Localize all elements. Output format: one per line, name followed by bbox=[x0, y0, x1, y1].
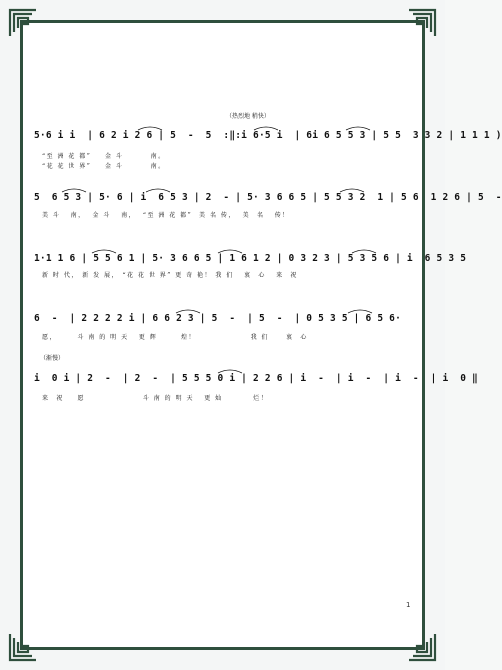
notation-line-2: 5 6 5 3 | 5· 6 | i 6 5 3 | 2 - | 5· 3 6 6 5 | 5 5 3 2 1 | 5 6 1 2 6 | 5 - bbox=[34, 192, 502, 203]
page-number: 1 bbox=[406, 601, 411, 609]
tempo-marking: （热烈地 稍快） bbox=[226, 113, 270, 120]
notation-line-4: 6 - | 2 2 2 2 i | 6 6 2 3 | 5 - | 5 - | 0 5 3 5 | 6 5 6· bbox=[34, 313, 402, 324]
notation-line-1: 5·6 i i | 6 2 i 2 6 | 5 - 5 :‖:i 6·5 i | 6i 6 5 5 3 | 5 5 3 3 2 | 1 1 1 ) bbox=[34, 130, 502, 141]
lyric-line-3: 新 时 代， 新 发 展， “花 花 世 界” 更 奇 艳！ 我 们 衷 心 来 祝 bbox=[42, 272, 298, 279]
corner-ornament-bottom-left bbox=[8, 632, 38, 662]
lyric-line-5: 来 祝 愿 斗 南 的 明 天 更 灿 烂！ bbox=[42, 395, 269, 402]
lyric-line-1b: “花 花 世 界” 金 斗 南。 bbox=[42, 163, 166, 170]
lyric-line-1a: “至 洲 花 都” 金 斗 南。 bbox=[42, 153, 166, 160]
corner-ornament-top-left bbox=[8, 8, 38, 38]
notation-line-5: i 0 i | 2 - | 2 - | 5 5 5 0 i | 2 2 6 | i - | i - | i - | i 0 ‖ bbox=[34, 373, 478, 384]
lyric-line-4: 愿， 斗 南 的 明 天 更 辉 煌！ 我 们 衷 心 bbox=[42, 334, 308, 341]
corner-ornament-top-right bbox=[407, 8, 437, 38]
corner-ornament-bottom-right bbox=[407, 632, 437, 662]
lyric-line-2: 美 斗 南， 金 斗 南， “至 洲 花 都” 美 名 传， 美 名 传！ bbox=[42, 212, 290, 219]
dynamic-marking: （渐慢） bbox=[40, 355, 65, 362]
notation-line-3: 1·1 1 6 | 5 5 6 1 | 5· 3 6 6 5 | 1 6 1 2 | 0 3 2 3 | 5 3 5 6 | i 6 5 3 5 bbox=[34, 253, 467, 264]
